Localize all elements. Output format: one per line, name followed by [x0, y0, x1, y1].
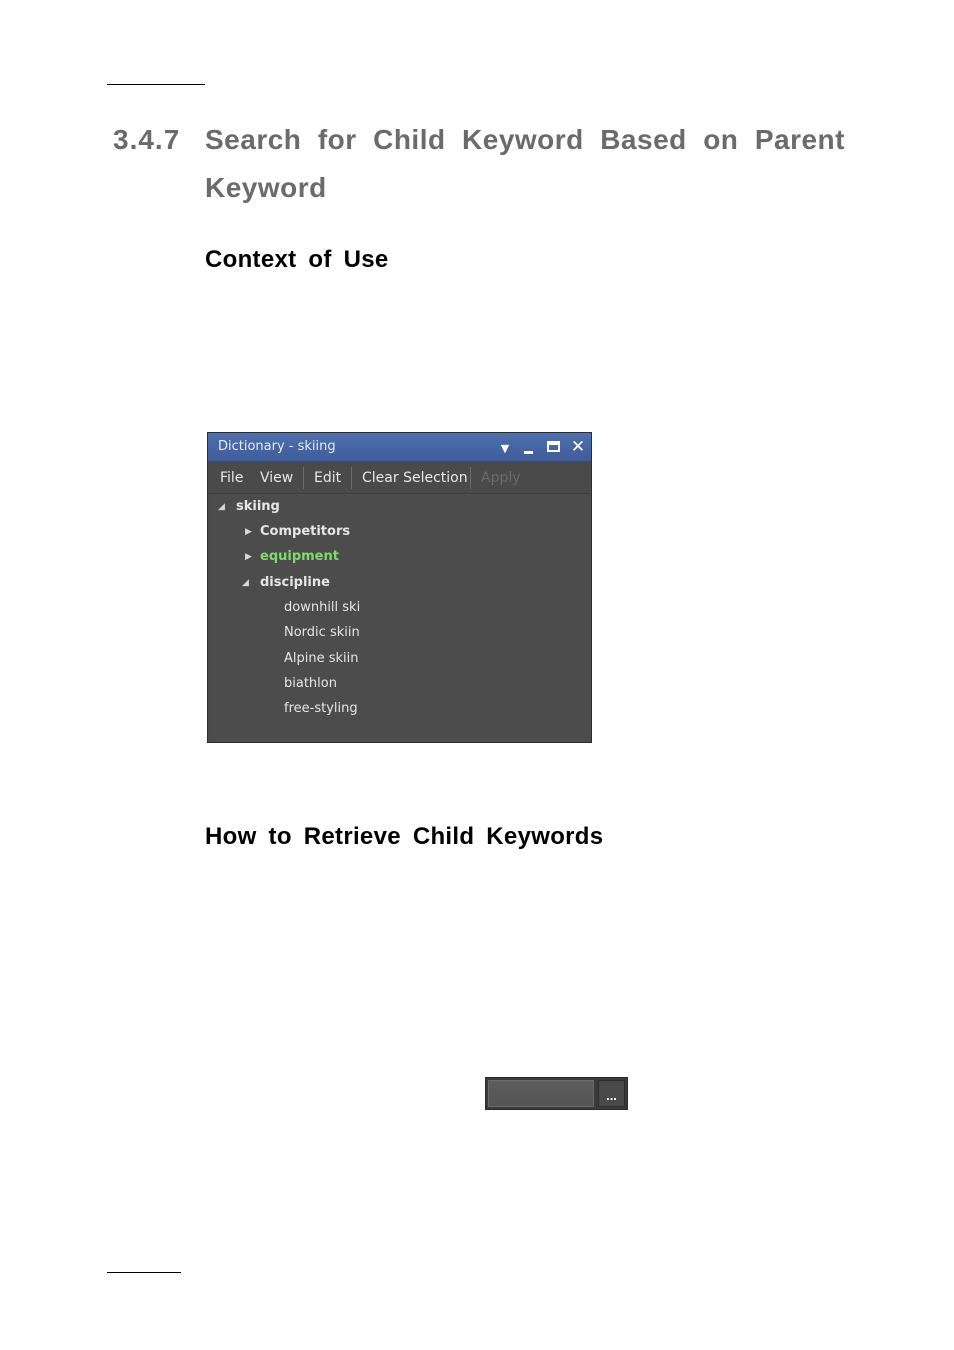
menu-bar: [208, 463, 591, 493]
keyword-field-widget: [485, 1077, 628, 1110]
context-of-use-heading: Context of Use: [205, 246, 389, 273]
footer-rule: [107, 1272, 181, 1273]
dictionary-window: [207, 432, 592, 743]
menu-separator: [351, 467, 352, 489]
how-to-retrieve-heading: How to Retrieve Child Keywords: [205, 823, 604, 850]
browse-button[interactable]: ...: [598, 1080, 625, 1107]
keyword-input[interactable]: [488, 1080, 594, 1107]
menu-separator: [303, 467, 304, 489]
tree-node-discipline[interactable]: discipline: [260, 575, 330, 590]
menu-apply[interactable]: Apply: [481, 470, 521, 486]
header-rule: [107, 84, 205, 85]
window-titlebar[interactable]: [208, 433, 591, 462]
collapsed-arrow-icon[interactable]: ▶: [245, 527, 252, 537]
tree-leaf-item[interactable]: free-styling: [284, 701, 358, 716]
menu-separator: [470, 467, 471, 489]
section-title: [205, 116, 845, 212]
window-title: Dictionary - skiing: [218, 439, 336, 454]
menu-view[interactable]: View: [260, 470, 294, 486]
tree-node-competitors[interactable]: Competitors: [260, 524, 351, 539]
tree-leaf-item[interactable]: Alpine skiin: [284, 651, 359, 666]
tree-node-equipment[interactable]: equipment: [260, 549, 339, 564]
expanded-arrow-icon[interactable]: ◢: [242, 578, 249, 588]
section-number: 3.4.7: [113, 124, 181, 155]
section-title-line-1: Search for Child Keyword Based on Parent: [205, 124, 845, 155]
menu-clear-selection[interactable]: Clear Selection: [362, 470, 468, 486]
close-icon[interactable]: ✕: [570, 437, 586, 457]
tree-leaf-item[interactable]: Nordic skiin: [284, 625, 360, 640]
menu-edit[interactable]: Edit: [314, 470, 342, 486]
menu-file[interactable]: File: [220, 470, 244, 486]
keyword-tree: [209, 493, 590, 742]
tree-leaf-item[interactable]: downhill ski: [284, 600, 361, 615]
tree-leaf-item[interactable]: biathlon: [284, 676, 337, 691]
collapsed-arrow-icon[interactable]: ▶: [245, 552, 252, 562]
maximize-icon[interactable]: [544, 437, 564, 457]
dropdown-icon[interactable]: ▼: [500, 442, 510, 455]
tree-node-skiing[interactable]: skiing: [236, 499, 280, 514]
minimize-icon[interactable]: [519, 437, 539, 457]
expanded-arrow-icon[interactable]: ◢: [218, 502, 225, 512]
section-title-line-2: Keyword: [205, 172, 327, 203]
